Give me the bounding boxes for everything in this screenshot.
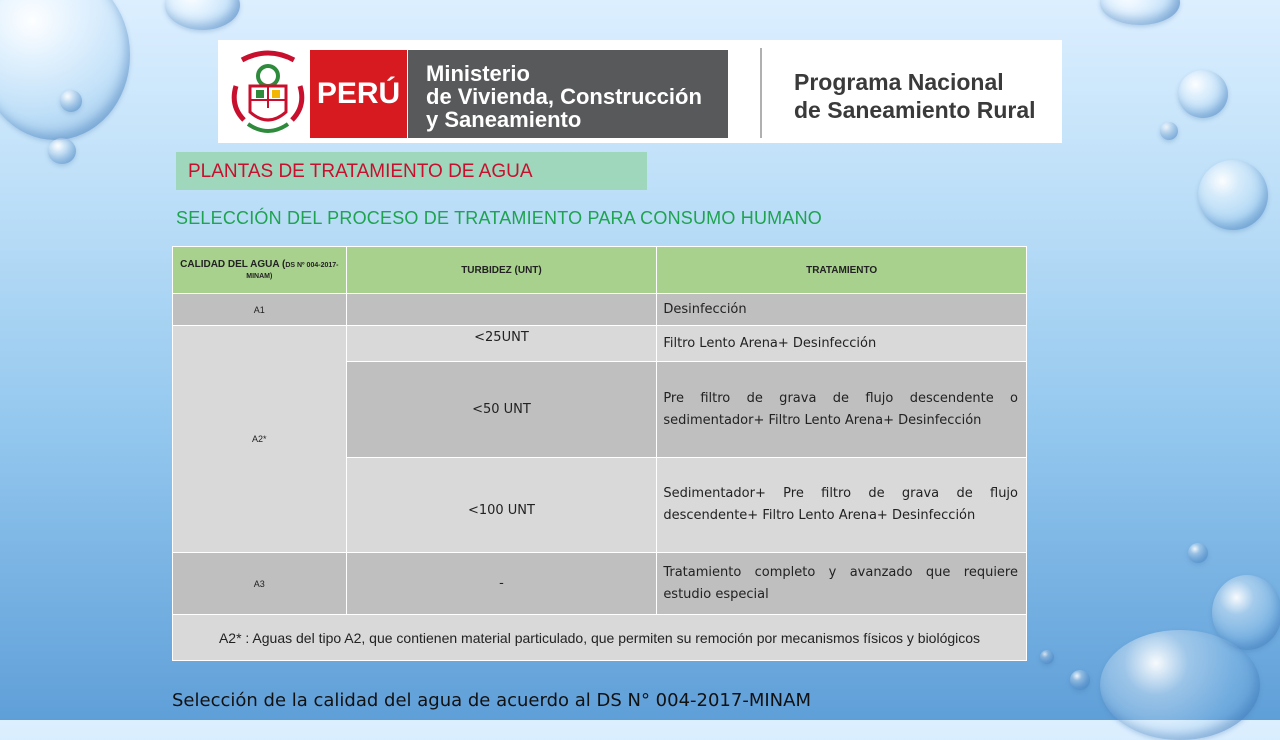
section-tag (176, 152, 647, 190)
bubble-decoration (1160, 122, 1178, 140)
bubble-decoration (48, 138, 76, 164)
cell-turbidity: <25UNT (346, 326, 657, 362)
cell-quality: A2* (173, 326, 347, 553)
cell-turbidity (346, 294, 657, 326)
peru-coat-of-arms-icon (228, 46, 308, 138)
ministry-line-1: Ministerio (426, 61, 530, 86)
cell-treatment: Filtro Lento Arena+ Desinfección (657, 326, 1027, 362)
cell-quality: A1 (173, 294, 347, 326)
header-banner (218, 40, 1062, 143)
peru-logo (310, 50, 407, 138)
bubble-decoration (1100, 0, 1180, 25)
bubble-decoration (1040, 650, 1054, 664)
bubble-decoration (1100, 630, 1260, 740)
header-quality (173, 247, 347, 294)
table-header-row (173, 247, 1027, 294)
program-line-1: Programa Nacional (794, 69, 1004, 95)
bubble-decoration (1198, 160, 1268, 230)
cell-treatment: Pre filtro de grava de flujo descendente o sedimentador+ Filtro Lento Arena+ Desinfección (657, 362, 1027, 458)
cell-quality: A3 (173, 553, 347, 615)
treatment-table (172, 246, 1027, 661)
table-row (173, 294, 1027, 326)
header-quality-ref: DS Nº 004-2017-MINAM) (246, 262, 339, 280)
cell-turbidity: - (346, 553, 657, 615)
section-tag-text: PLANTAS DE TRATAMIENTO DE AGUA (188, 161, 533, 182)
bubble-decoration (165, 0, 240, 30)
ministry-line-3: y Saneamiento (426, 107, 582, 132)
cell-treatment: Desinfección (657, 294, 1027, 326)
bubble-decoration (60, 90, 82, 112)
banner-divider (760, 48, 762, 138)
table-row (173, 553, 1027, 615)
table-footnote-row (173, 615, 1027, 661)
cell-turbidity: <50 UNT (346, 362, 657, 458)
cell-turbidity: <100 UNT (346, 458, 657, 553)
table-row (173, 326, 1027, 362)
bubble-decoration (1178, 70, 1228, 118)
header-treatment: TRATAMIENTO (657, 247, 1027, 294)
ministry-line-2: de Vivienda, Construcción (426, 84, 702, 109)
program-logo (794, 68, 1036, 124)
slide-caption: Selección de la calidad del agua de acuerdo al DS N° 004-2017-MINAM (172, 690, 811, 711)
ministry-logo (408, 50, 728, 138)
bubble-decoration (1070, 670, 1090, 690)
page-subtitle: SELECCIÓN DEL PROCESO DE TRATAMIENTO PARA CONSUMO HUMANO (176, 208, 822, 228)
header-quality-label: CALIDAD DEL AGUA ( (180, 259, 286, 270)
program-line-2: de Saneamiento Rural (794, 97, 1036, 123)
table-footnote: A2* : Aguas del tipo A2, que contienen material particulado, que permiten su remoción por mecanismos físicos y biológicos (173, 615, 1027, 661)
peru-logo-text: PERÚ (316, 77, 401, 110)
bubble-decoration (0, 0, 130, 140)
bubble-decoration (1188, 543, 1208, 563)
header-turbidity: TURBIDEZ (UNT) (346, 247, 657, 294)
cell-treatment: Sedimentador+ Pre filtro de grava de flujo descendente+ Filtro Lento Arena+ Desinfección (657, 458, 1027, 553)
cell-treatment: Tratamiento completo y avanzado que requiere estudio especial (657, 553, 1027, 615)
